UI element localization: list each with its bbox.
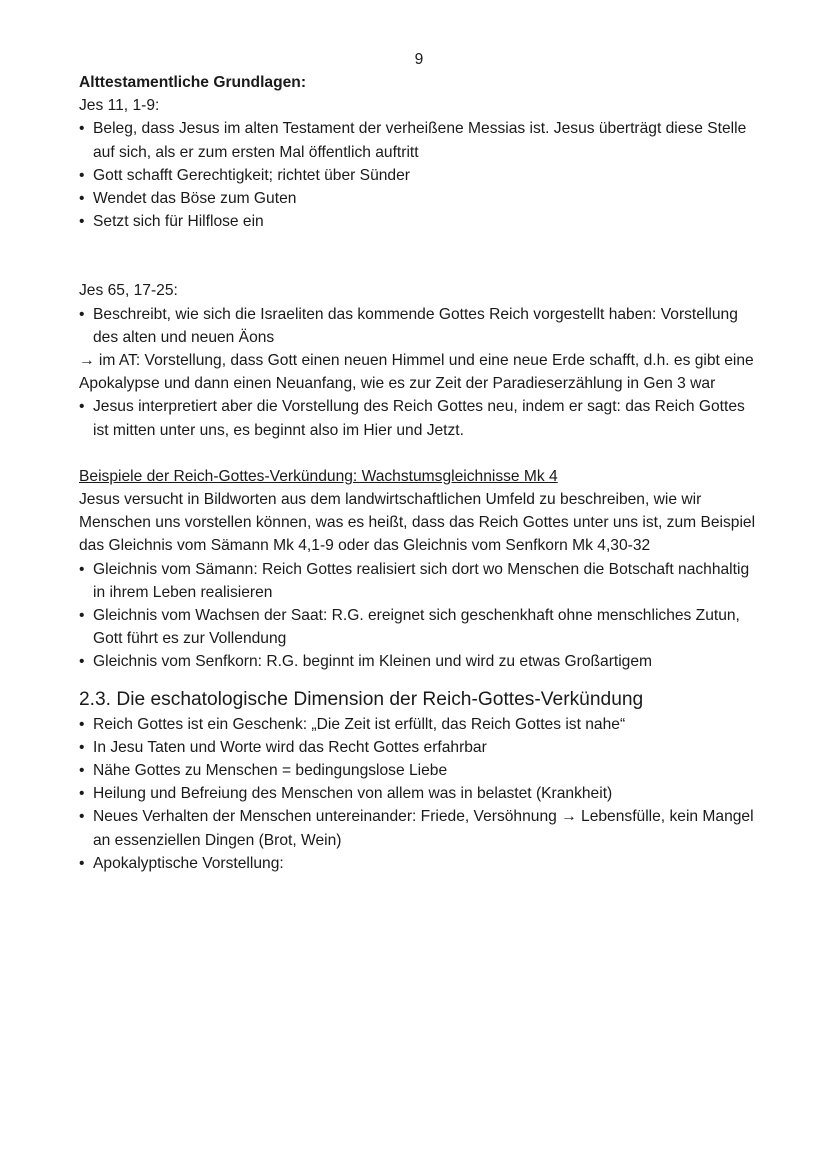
list-item: • Neues Verhalten der Menschen untereinander: Friede, Versöhnung → Lebensfülle, kein Mangel an essenziellen Dingen (Brot, Wein) <box>79 805 759 851</box>
section-heading-growth-parables: Beispiele der Reich-Gottes-Verkündung: Wachstumsgleichnisse Mk 4 <box>79 467 558 485</box>
list-item: • Gleichnis vom Sämann: Reich Gottes realisiert sich dort wo Menschen die Botschaft nachhaltig in ihrem Leben realisieren <box>79 558 759 604</box>
section-title-eschatological: 2.3. Die eschatologische Dimension der Reich-Gottes-Verkündung <box>79 688 644 710</box>
spacer <box>79 233 759 279</box>
bullet-list-jes-11 <box>79 117 759 233</box>
page-number: 9 <box>414 51 424 68</box>
arrow-paragraph: → im AT: Vorstellung, dass Gott einen neuen Himmel und eine neue Erde schafft, d.h. es gibt eine Apokalypse und dann einen Neuanfang, wie es zur Zeit der Paradieserzählung in Gen 3 war <box>79 352 754 393</box>
list-item: • Setzt sich für Hilflose ein <box>79 210 759 233</box>
section-heading-old-testament: Alttestamentliche Grundlagen: <box>79 74 307 91</box>
list-item: • Gott schafft Gerechtigkeit; richtet über Sünder <box>79 164 759 187</box>
growth-parables-paragraph: Jesus versucht in Bildworten aus dem landwirtschaftlichen Umfeld zu beschreiben, wie wir Menschen uns vorstellen können, was es heißt, dass das Reich Gottes unter uns ist, zum Beispiel das Gleichnis vom Sämann Mk 4,1-9 oder das Gleichnis vom Senfkorn Mk 4,30-32 <box>79 491 756 555</box>
list-item: • In Jesu Taten und Worte wird das Recht Gottes erfahrbar <box>79 736 759 759</box>
bullet-list-eschatological <box>79 713 759 875</box>
scripture-reference-jes-65: Jes 65, 17-25: <box>79 282 178 300</box>
list-item: • Apokalyptische Vorstellung: <box>79 852 759 875</box>
list-item: • Heilung und Befreiung des Menschen von allem was in belastet (Krankheit) <box>79 782 759 805</box>
list-item: • Nähe Gottes zu Menschen = bedingungslose Liebe <box>79 759 759 782</box>
bullet-list-jes-65 <box>79 303 759 349</box>
scripture-reference-jes-11: Jes 11, 1-9: <box>79 97 160 115</box>
list-item: • Jesus interpretiert aber die Vorstellung des Reich Gottes neu, indem er sagt: das Reich Gottes ist mitten unter uns, es beginnt also im Hier und Jetzt. <box>79 395 759 441</box>
list-item: • Beschreibt, wie sich die Israeliten das kommende Gottes Reich vorgestellt haben: Vorstellung des alten und neuen Äons <box>79 303 759 349</box>
list-item: • Gleichnis vom Wachsen der Saat: R.G. ereignet sich geschenkhaft ohne menschliches Zutun, Gott führt es zur Vollendung <box>79 604 759 650</box>
list-item: • Beleg, dass Jesus im alten Testament der verheißene Messias ist. Jesus überträgt diese Stelle auf sich, als er zum ersten Mal öffentlich auftritt <box>79 117 759 163</box>
bullet-list-parables <box>79 558 759 674</box>
list-item: • Reich Gottes ist ein Geschenk: „Die Zeit ist erfüllt, das Reich Gottes ist nahe“ <box>79 713 759 736</box>
list-item: • Gleichnis vom Senfkorn: R.G. beginnt im Kleinen und wird zu etwas Großartigem <box>79 650 759 673</box>
document-page <box>79 48 759 875</box>
bullet-list-interpretation <box>79 395 759 441</box>
spacer <box>79 442 759 465</box>
list-item: • Wendet das Böse zum Guten <box>79 187 759 210</box>
